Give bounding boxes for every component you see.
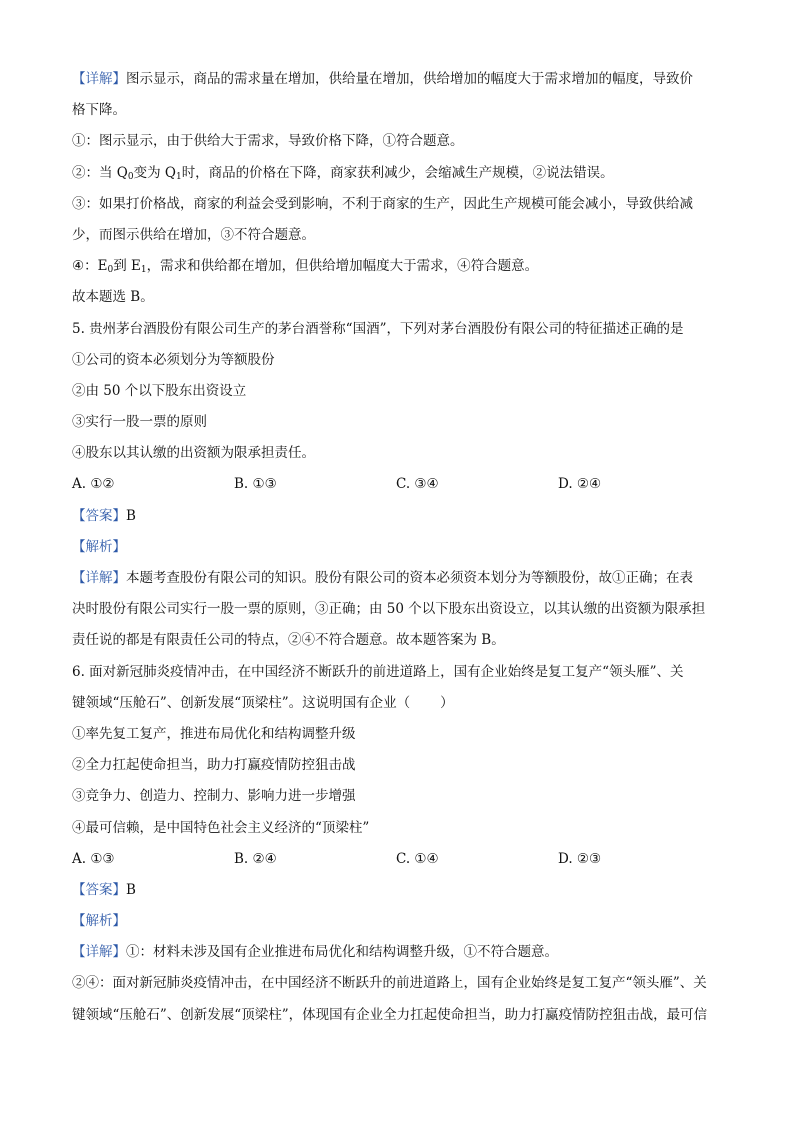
q4-item-2-sub-0: 0	[127, 171, 134, 182]
q6-option-b: B. ②④	[234, 850, 277, 867]
q4-item-4-part-b: 到 E	[113, 258, 141, 275]
q6-stem-line-2	[72, 688, 722, 719]
q6-option-d: D. ②③	[558, 850, 602, 867]
q5-answer-tag: 【答案】	[72, 507, 126, 524]
q5-stem: 5. 贵州茅台酒股份有限公司生产的茅台酒誉称“国酒”，下列对茅台酒股份有限公司的特征描述正确的是	[72, 320, 684, 337]
q5-answer	[72, 501, 722, 532]
q6-answer-value: B	[126, 881, 136, 898]
q5-option-a: A. ①②	[72, 476, 115, 493]
q4-item-2-part-a: ②：当 Q	[72, 164, 128, 181]
q6-statement-2: ②全力扛起使命担当，助力打赢疫情防控狙击战	[72, 757, 356, 774]
q5-statement-3: ③实行一股一票的原则	[72, 414, 207, 431]
q5-option-d: D. ②④	[558, 476, 602, 493]
q4-item-2	[72, 158, 722, 189]
q4-detail-line-2: 格下降。	[72, 102, 126, 119]
q5-statement-4: ④股东以其认缴的出资额为限承担责任。	[72, 445, 315, 462]
q4-conclusion: 故本题选 B。	[72, 289, 154, 306]
document-page	[72, 64, 722, 1031]
q5-detail-tag: 【详解】	[72, 570, 126, 586]
q4-item-4-part-a: ④：E	[72, 258, 108, 275]
q5-statement-2: ②由 50 个以下股东出资设立	[72, 382, 247, 399]
q6-detail-tag: 【详解】	[72, 944, 126, 961]
q4-item-1: ①：图示显示，由于供给大于需求，导致价格下降，①符合题意。	[72, 133, 464, 150]
q4-item-2-part-b: 变为 Q	[133, 164, 176, 181]
q6-statement-4: ④最可信赖，是中国特色社会主义经济的“顶梁柱”	[72, 819, 370, 836]
q5-detail-line-3: 责任说的都是有限责任公司的特点，②④不符合题意。故本题答案为 B。	[72, 632, 505, 649]
q6-answer-tag: 【答案】	[72, 881, 126, 898]
q6-statement-3: ③竞争力、创造力、控制力、影响力进一步增强	[72, 788, 356, 805]
q6-detail-line-3: 键领域“压舱石”、创新发展“顶梁柱”，体现国有企业全力扛起使命担当，助力打赢疫情防控狙击战，最可信	[72, 1006, 708, 1023]
q4-item-2-sub-1: 1	[175, 171, 182, 182]
q6-bracket-close: ）	[440, 694, 454, 711]
q6-option-a: A. ①③	[72, 850, 115, 867]
q4-item-4-part-c: ，需求和供给都在增加，但供给增加幅度大于需求，④符合题意。	[146, 258, 539, 275]
q4-item-2-part-c: 时，商品的价格在下降，商家获利减少，会缩减生产规模，②说法错误。	[181, 164, 614, 181]
q4-item-4	[72, 251, 722, 282]
q5-option-b: B. ①③	[234, 476, 277, 493]
q5-detail-line-1	[72, 563, 722, 594]
q5-analysis-tag: 【解析】	[72, 538, 126, 555]
q4-detail-line-1	[72, 64, 722, 95]
q5-statement-1: ①公司的资本必须划分为等额股份	[72, 351, 275, 368]
q6-detail-line-2: ②④：面对新冠肺炎疫情冲击，在中国经济不断跃升的前进道路上，国有企业始终是复工复产“领头雁”、关	[72, 975, 707, 992]
q6-detail-text-1: ①：材料未涉及国有企业推进布局优化和结构调整升级，①不符合题意。	[126, 944, 558, 961]
q5-detail-line-2: 决时股份有限公司实行一股一票的原则，③正确；由 50 个以下股东出资设立，以其认缴的出资额为限承担	[72, 601, 706, 618]
q6-analysis-tag: 【解析】	[72, 913, 126, 930]
q6-stem-text-2: 键领域“压舱石”、创新发展“顶梁柱”。这说明国有企业（	[72, 694, 411, 711]
q4-item-3-line-2: 少，而图示供给在增加，③不符合题意。	[72, 226, 315, 243]
q4-item-3-line-1: ③：如果打价格战，商家的利益会受到影响，不利于商家的生产，因此生产规模可能会减小，导致供给减	[72, 195, 693, 212]
q6-options	[72, 844, 722, 875]
q5-detail-text-1: 本题考查股份有限公司的知识。股份有限公司的资本必须资本划分为等额股份，故①正确；在表	[126, 570, 693, 586]
q6-answer	[72, 875, 722, 906]
q5-answer-value: B	[126, 507, 136, 524]
q6-option-c: C. ①④	[396, 850, 439, 867]
q4-item-4-sub-1: 1	[140, 265, 147, 276]
q5-options	[72, 469, 722, 500]
q4-detail-text-1: 图示显示，商品的需求量在增加，供给量在增加，供给增加的幅度大于需求增加的幅度，导致价	[126, 71, 693, 87]
q4-item-4-sub-0: 0	[107, 265, 114, 276]
q6-stem-line-1: 6. 面对新冠肺炎疫情冲击，在中国经济不断跃升的前进道路上，国有企业始终是复工复产“领头雁”、关	[72, 663, 684, 680]
q4-detail-tag: 【详解】	[72, 71, 126, 87]
q6-statement-1: ①率先复工复产，推进布局优化和结构调整升级	[72, 725, 356, 742]
q6-detail-line-1	[72, 937, 722, 968]
q5-option-c: C. ③④	[396, 476, 439, 493]
